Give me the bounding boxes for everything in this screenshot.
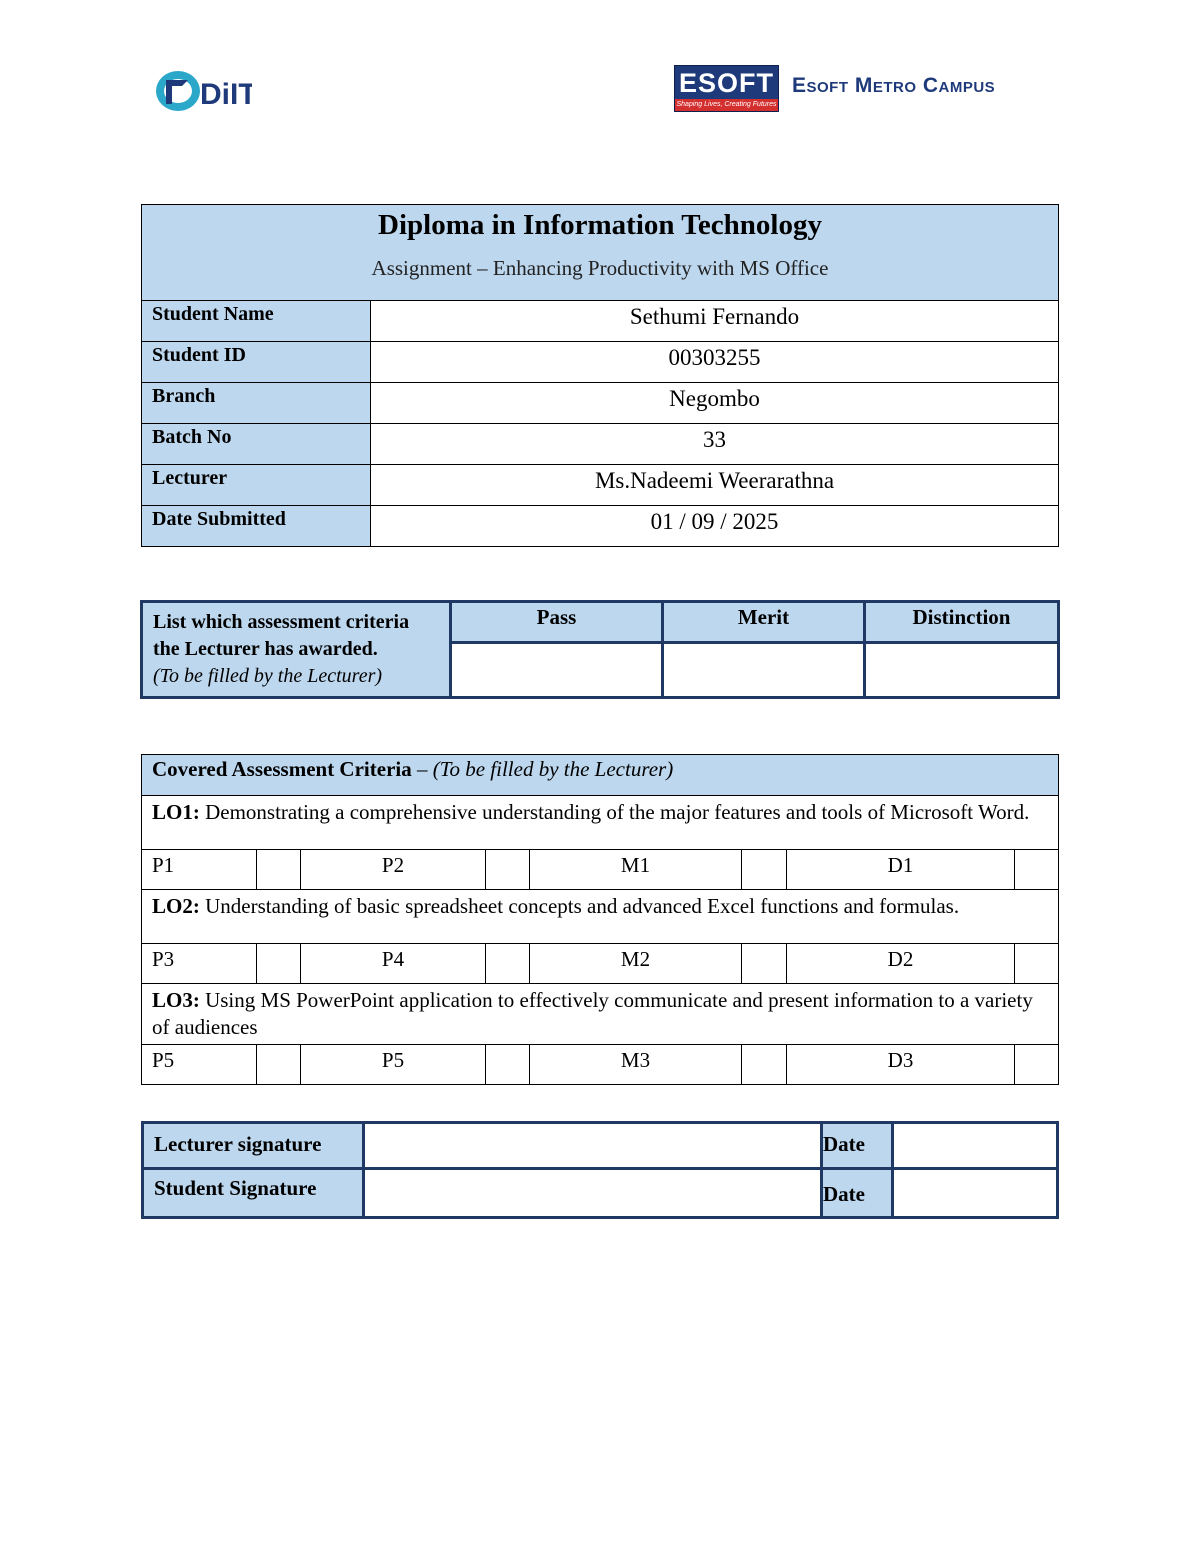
criterion-field[interactable] [1015, 944, 1059, 984]
diit-logo-text: DiIT [200, 78, 252, 111]
esoft-logo-tagline: Shaping Lives, Creating Futures [675, 99, 778, 111]
info-value: Sethumi Fernando [371, 301, 1059, 342]
distinction-field[interactable] [865, 643, 1059, 698]
covered-heading-sep: – [411, 757, 433, 781]
criterion-field[interactable] [257, 850, 301, 890]
lo3-criteria-row [142, 1045, 1059, 1085]
lo-code: LO3: [152, 988, 200, 1012]
criterion-field[interactable] [486, 850, 530, 890]
grading-table [140, 600, 1060, 699]
criterion-field[interactable] [257, 1045, 301, 1085]
criterion-label: M2 [530, 944, 742, 984]
info-value: 01 / 09 / 2025 [371, 506, 1059, 547]
info-label: Student ID [142, 342, 371, 383]
criterion-field[interactable] [486, 944, 530, 984]
lo-code: LO1: [152, 800, 200, 824]
info-row-branch [142, 383, 1059, 424]
info-row-lecturer [142, 465, 1059, 506]
info-row-student-id [142, 342, 1059, 383]
info-row-date-submitted [142, 506, 1059, 547]
page-title: Diploma in Information Technology [378, 209, 822, 241]
criterion-label: P5 [142, 1045, 257, 1085]
criterion-label: D1 [787, 850, 1015, 890]
criterion-field[interactable] [742, 1045, 787, 1085]
info-label: Branch [142, 383, 371, 424]
lo1-criteria-row [142, 850, 1059, 890]
assignment-subtitle: Assignment – Enhancing Productivity with MS Office [371, 256, 829, 280]
info-label: Student Name [142, 301, 371, 342]
lo1-description [142, 796, 1059, 850]
criterion-label: P1 [142, 850, 257, 890]
lo-text: Understanding of basic spreadsheet concepts and advanced Excel functions and formulas. [199, 894, 960, 918]
criterion-label: M1 [530, 850, 742, 890]
criterion-field[interactable] [742, 944, 787, 984]
lo2-description [142, 890, 1059, 944]
criteria-note: (To be filled by the Lecturer) [153, 665, 383, 687]
lo3-description [142, 984, 1059, 1045]
covered-heading-text: Covered Assessment Criteria [152, 757, 412, 781]
signature-table [141, 1121, 1059, 1219]
criteria-cell [142, 602, 451, 698]
lecturer-date-label: Date [822, 1123, 893, 1169]
esoft-logo-word: ESOFT [678, 68, 774, 98]
criterion-label: P4 [301, 944, 486, 984]
merit-field[interactable] [663, 643, 865, 698]
info-value: 00303255 [371, 342, 1059, 383]
distinction-header: Distinction [865, 602, 1059, 643]
criteria-label: List which assessment criteria the Lecturer has awarded. [153, 611, 410, 660]
criterion-field[interactable] [742, 850, 787, 890]
student-signature-label: Student Signature [143, 1169, 364, 1218]
criterion-label: D3 [787, 1045, 1015, 1085]
criterion-label: D2 [787, 944, 1015, 984]
info-row-batch-no [142, 424, 1059, 465]
info-label: Lecturer [142, 465, 371, 506]
info-row-student-name [142, 301, 1059, 342]
criterion-field[interactable] [1015, 850, 1059, 890]
info-value: Ms.Nadeemi Weerarathna [371, 465, 1059, 506]
info-value: Negombo [371, 383, 1059, 424]
criterion-label: M3 [530, 1045, 742, 1085]
info-label: Batch No [142, 424, 371, 465]
criterion-field[interactable] [257, 944, 301, 984]
lo-text: Demonstrating a comprehensive understanding of the major features and tools of Microsoft Word. [199, 800, 1030, 824]
merit-header: Merit [663, 602, 865, 643]
lo2-criteria-row [142, 944, 1059, 984]
header-cell [142, 205, 1059, 301]
student-signature-field[interactable] [364, 1169, 822, 1218]
covered-heading [142, 755, 1059, 796]
covered-criteria-table [141, 754, 1059, 1085]
criterion-label: P3 [142, 944, 257, 984]
esoft-logo [674, 65, 779, 112]
student-info-table [141, 204, 1059, 547]
criterion-label: P2 [301, 850, 486, 890]
student-date-field[interactable] [893, 1169, 1058, 1218]
criterion-field[interactable] [486, 1045, 530, 1085]
lo-code: LO2: [152, 894, 200, 918]
covered-heading-note: (To be filled by the Lecturer) [432, 757, 674, 781]
criterion-field[interactable] [1015, 1045, 1059, 1085]
info-value: 33 [371, 424, 1059, 465]
lecturer-signature-label: Lecturer signature [143, 1123, 364, 1169]
info-label: Date Submitted [142, 506, 371, 547]
lo-text: Using MS PowerPoint application to effectively communicate and present information to a variety of audiences [152, 988, 1033, 1039]
diit-logo [152, 64, 252, 120]
pass-field[interactable] [451, 643, 663, 698]
student-date-label: Date [822, 1169, 893, 1218]
campus-name: Esoft Metro Campus [792, 74, 996, 97]
criterion-label: P5 [301, 1045, 486, 1085]
pass-header: Pass [451, 602, 663, 643]
lecturer-signature-field[interactable] [364, 1123, 822, 1169]
lecturer-date-field[interactable] [893, 1123, 1058, 1169]
